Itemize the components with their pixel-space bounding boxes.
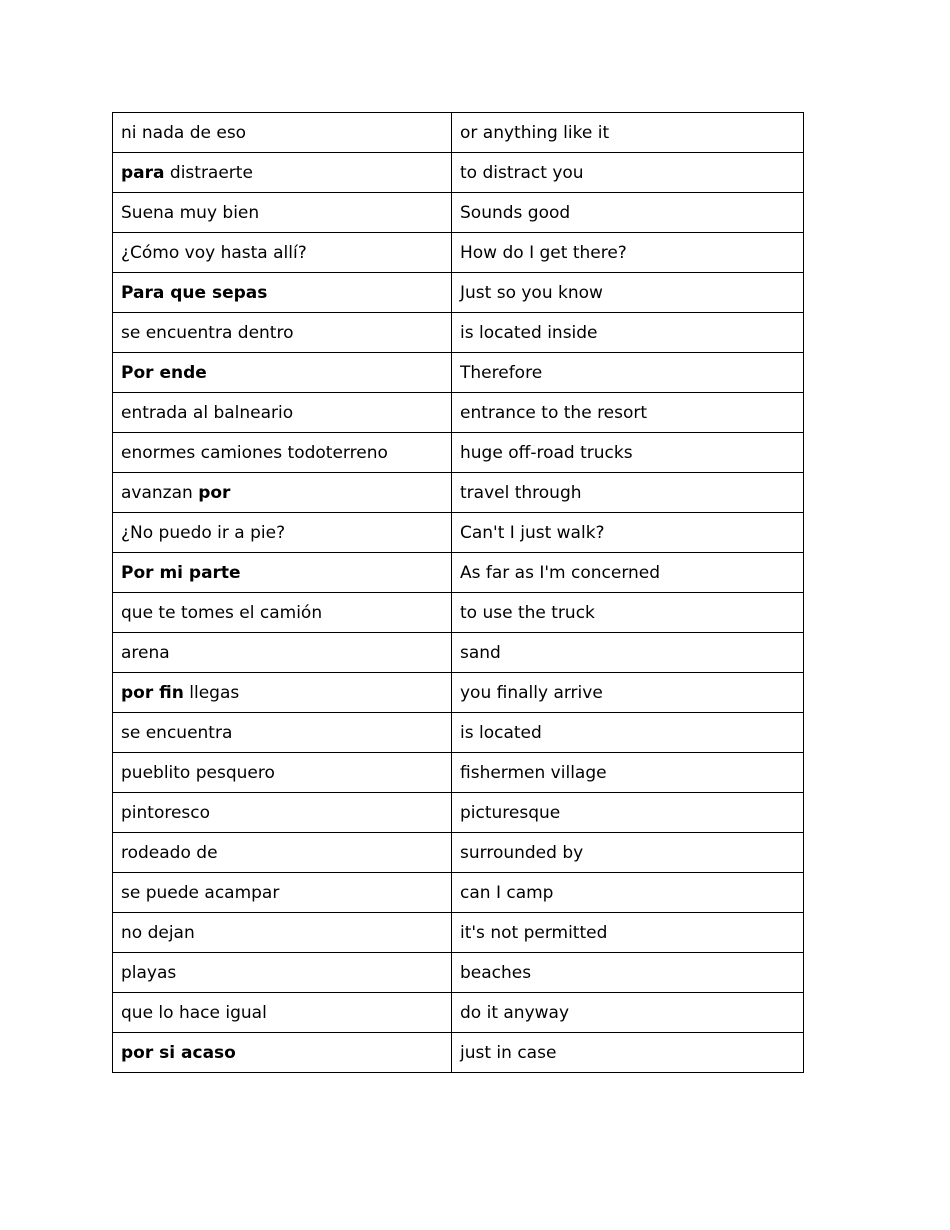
spanish-phrase-bold-text: por si acaso [121, 1042, 236, 1063]
table-row [113, 553, 804, 593]
english-translation-text: How do I get there? [460, 242, 627, 263]
spanish-phrase-cell [113, 713, 452, 753]
table-row [113, 233, 804, 273]
english-translation-cell [452, 553, 804, 593]
table-row [113, 433, 804, 473]
spanish-phrase-cell [113, 953, 452, 993]
spanish-phrase-cell [113, 873, 452, 913]
spanish-phrase-bold-text: Por ende [121, 362, 207, 383]
english-translation-cell [452, 273, 804, 313]
spanish-phrase-cell [113, 993, 452, 1033]
spanish-phrase-cell [113, 393, 452, 433]
spanish-phrase-bold-text: por fin [121, 682, 184, 703]
english-translation-cell [452, 473, 804, 513]
spanish-phrase-text: se encuentra dentro [121, 322, 294, 343]
spanish-phrase-text: arena [121, 642, 170, 663]
english-translation-text: to distract you [460, 162, 584, 183]
table-row [113, 673, 804, 713]
spanish-phrase-text: entrada al balneario [121, 402, 294, 423]
english-translation-text: As far as I'm concerned [460, 562, 661, 583]
spanish-phrase-bold-text: por [198, 482, 231, 503]
english-translation-text: Sounds good [460, 202, 571, 223]
english-translation-text: to use the truck [460, 602, 595, 623]
english-translation-text: Can't I just walk? [460, 522, 605, 543]
spanish-phrase-text: playas [121, 962, 177, 983]
table-row [113, 393, 804, 433]
english-translation-text: just in case [460, 1042, 557, 1063]
spanish-phrase-bold-text: para [121, 162, 165, 183]
spanish-phrase-text: que lo hace igual [121, 1002, 267, 1023]
english-translation-text: or anything like it [460, 122, 610, 143]
english-translation-cell [452, 753, 804, 793]
spanish-phrase-cell [113, 553, 452, 593]
table-row [113, 793, 804, 833]
spanish-phrase-cell [113, 633, 452, 673]
english-translation-cell [452, 393, 804, 433]
spanish-phrase-text: no dejan [121, 922, 195, 943]
spanish-phrase-text: se puede acampar [121, 882, 280, 903]
table-row [113, 873, 804, 913]
spanish-phrase-bold-text: Para que sepas [121, 282, 268, 303]
english-translation-text: beaches [460, 962, 532, 983]
spanish-phrase-text: pueblito pesquero [121, 762, 275, 783]
english-translation-cell [452, 153, 804, 193]
english-translation-text: can I camp [460, 882, 554, 903]
spanish-phrase-cell [113, 913, 452, 953]
english-translation-cell [452, 673, 804, 713]
table-row [113, 313, 804, 353]
english-translation-cell [452, 993, 804, 1033]
english-translation-text: Therefore [460, 362, 543, 383]
spanish-phrase-cell [113, 793, 452, 833]
english-translation-cell [452, 313, 804, 353]
english-translation-text: do it anyway [460, 1002, 570, 1023]
spanish-phrase-cell [113, 233, 452, 273]
english-translation-cell [452, 353, 804, 393]
english-translation-cell [452, 793, 804, 833]
english-translation-cell [452, 953, 804, 993]
spanish-phrase-cell [113, 153, 452, 193]
spanish-phrase-text: ¿No puedo ir a pie? [121, 522, 286, 543]
table-row [113, 353, 804, 393]
table-row [113, 993, 804, 1033]
spanish-phrase-text: ni nada de eso [121, 122, 247, 143]
spanish-phrase-text: llegas [183, 682, 240, 703]
english-translation-text: it's not permitted [460, 922, 608, 943]
table-row [113, 513, 804, 553]
english-translation-text: is located [460, 722, 542, 743]
spanish-phrase-cell [113, 673, 452, 713]
english-translation-cell [452, 633, 804, 673]
spanish-phrase-cell [113, 113, 452, 153]
english-translation-cell [452, 433, 804, 473]
table-row [113, 713, 804, 753]
english-translation-text: surrounded by [460, 842, 584, 863]
spanish-phrase-cell [113, 313, 452, 353]
table-row [113, 753, 804, 793]
table-row [113, 193, 804, 233]
english-translation-cell [452, 113, 804, 153]
english-translation-text: huge off-road trucks [460, 442, 633, 463]
table-row [113, 833, 804, 873]
spanish-phrase-cell [113, 833, 452, 873]
table-row [113, 633, 804, 673]
table-row [113, 153, 804, 193]
english-translation-cell [452, 873, 804, 913]
english-translation-text: fishermen village [460, 762, 607, 783]
spanish-phrase-text: Suena muy bien [121, 202, 260, 223]
english-translation-cell [452, 593, 804, 633]
english-translation-cell [452, 713, 804, 753]
spanish-phrase-cell [113, 193, 452, 233]
english-translation-text: entrance to the resort [460, 402, 648, 423]
spanish-phrase-text: pintoresco [121, 802, 211, 823]
spanish-phrase-text: distraerte [164, 162, 253, 183]
table-row [113, 953, 804, 993]
spanish-phrase-text: enormes camiones todoterreno [121, 442, 388, 463]
english-translation-cell [452, 233, 804, 273]
english-translation-cell [452, 193, 804, 233]
english-translation-text: travel through [460, 482, 582, 503]
table-row [113, 113, 804, 153]
spanish-phrase-cell [113, 273, 452, 313]
spanish-phrase-bold-text: Por mi parte [121, 562, 241, 583]
vocabulary-table [112, 112, 804, 1073]
table-row [113, 1033, 804, 1073]
spanish-phrase-text: avanzan [121, 482, 199, 503]
spanish-phrase-cell [113, 1033, 452, 1073]
spanish-phrase-cell [113, 593, 452, 633]
spanish-phrase-text: ¿Cómo voy hasta allí? [121, 242, 307, 263]
vocabulary-table-body [113, 113, 804, 1073]
table-row [113, 913, 804, 953]
english-translation-text: sand [460, 642, 501, 663]
english-translation-text: picturesque [460, 802, 561, 823]
spanish-phrase-cell [113, 753, 452, 793]
spanish-phrase-text: se encuentra [121, 722, 233, 743]
english-translation-cell [452, 913, 804, 953]
spanish-phrase-cell [113, 353, 452, 393]
english-translation-cell [452, 1033, 804, 1073]
english-translation-cell [452, 513, 804, 553]
table-row [113, 593, 804, 633]
spanish-phrase-cell [113, 433, 452, 473]
table-row [113, 473, 804, 513]
english-translation-text: is located inside [460, 322, 598, 343]
english-translation-text: Just so you know [460, 282, 603, 303]
table-row [113, 273, 804, 313]
english-translation-text: you finally arrive [460, 682, 603, 703]
spanish-phrase-cell [113, 473, 452, 513]
spanish-phrase-text: rodeado de [121, 842, 218, 863]
spanish-phrase-cell [113, 513, 452, 553]
english-translation-cell [452, 833, 804, 873]
spanish-phrase-text: que te tomes el camión [121, 602, 323, 623]
